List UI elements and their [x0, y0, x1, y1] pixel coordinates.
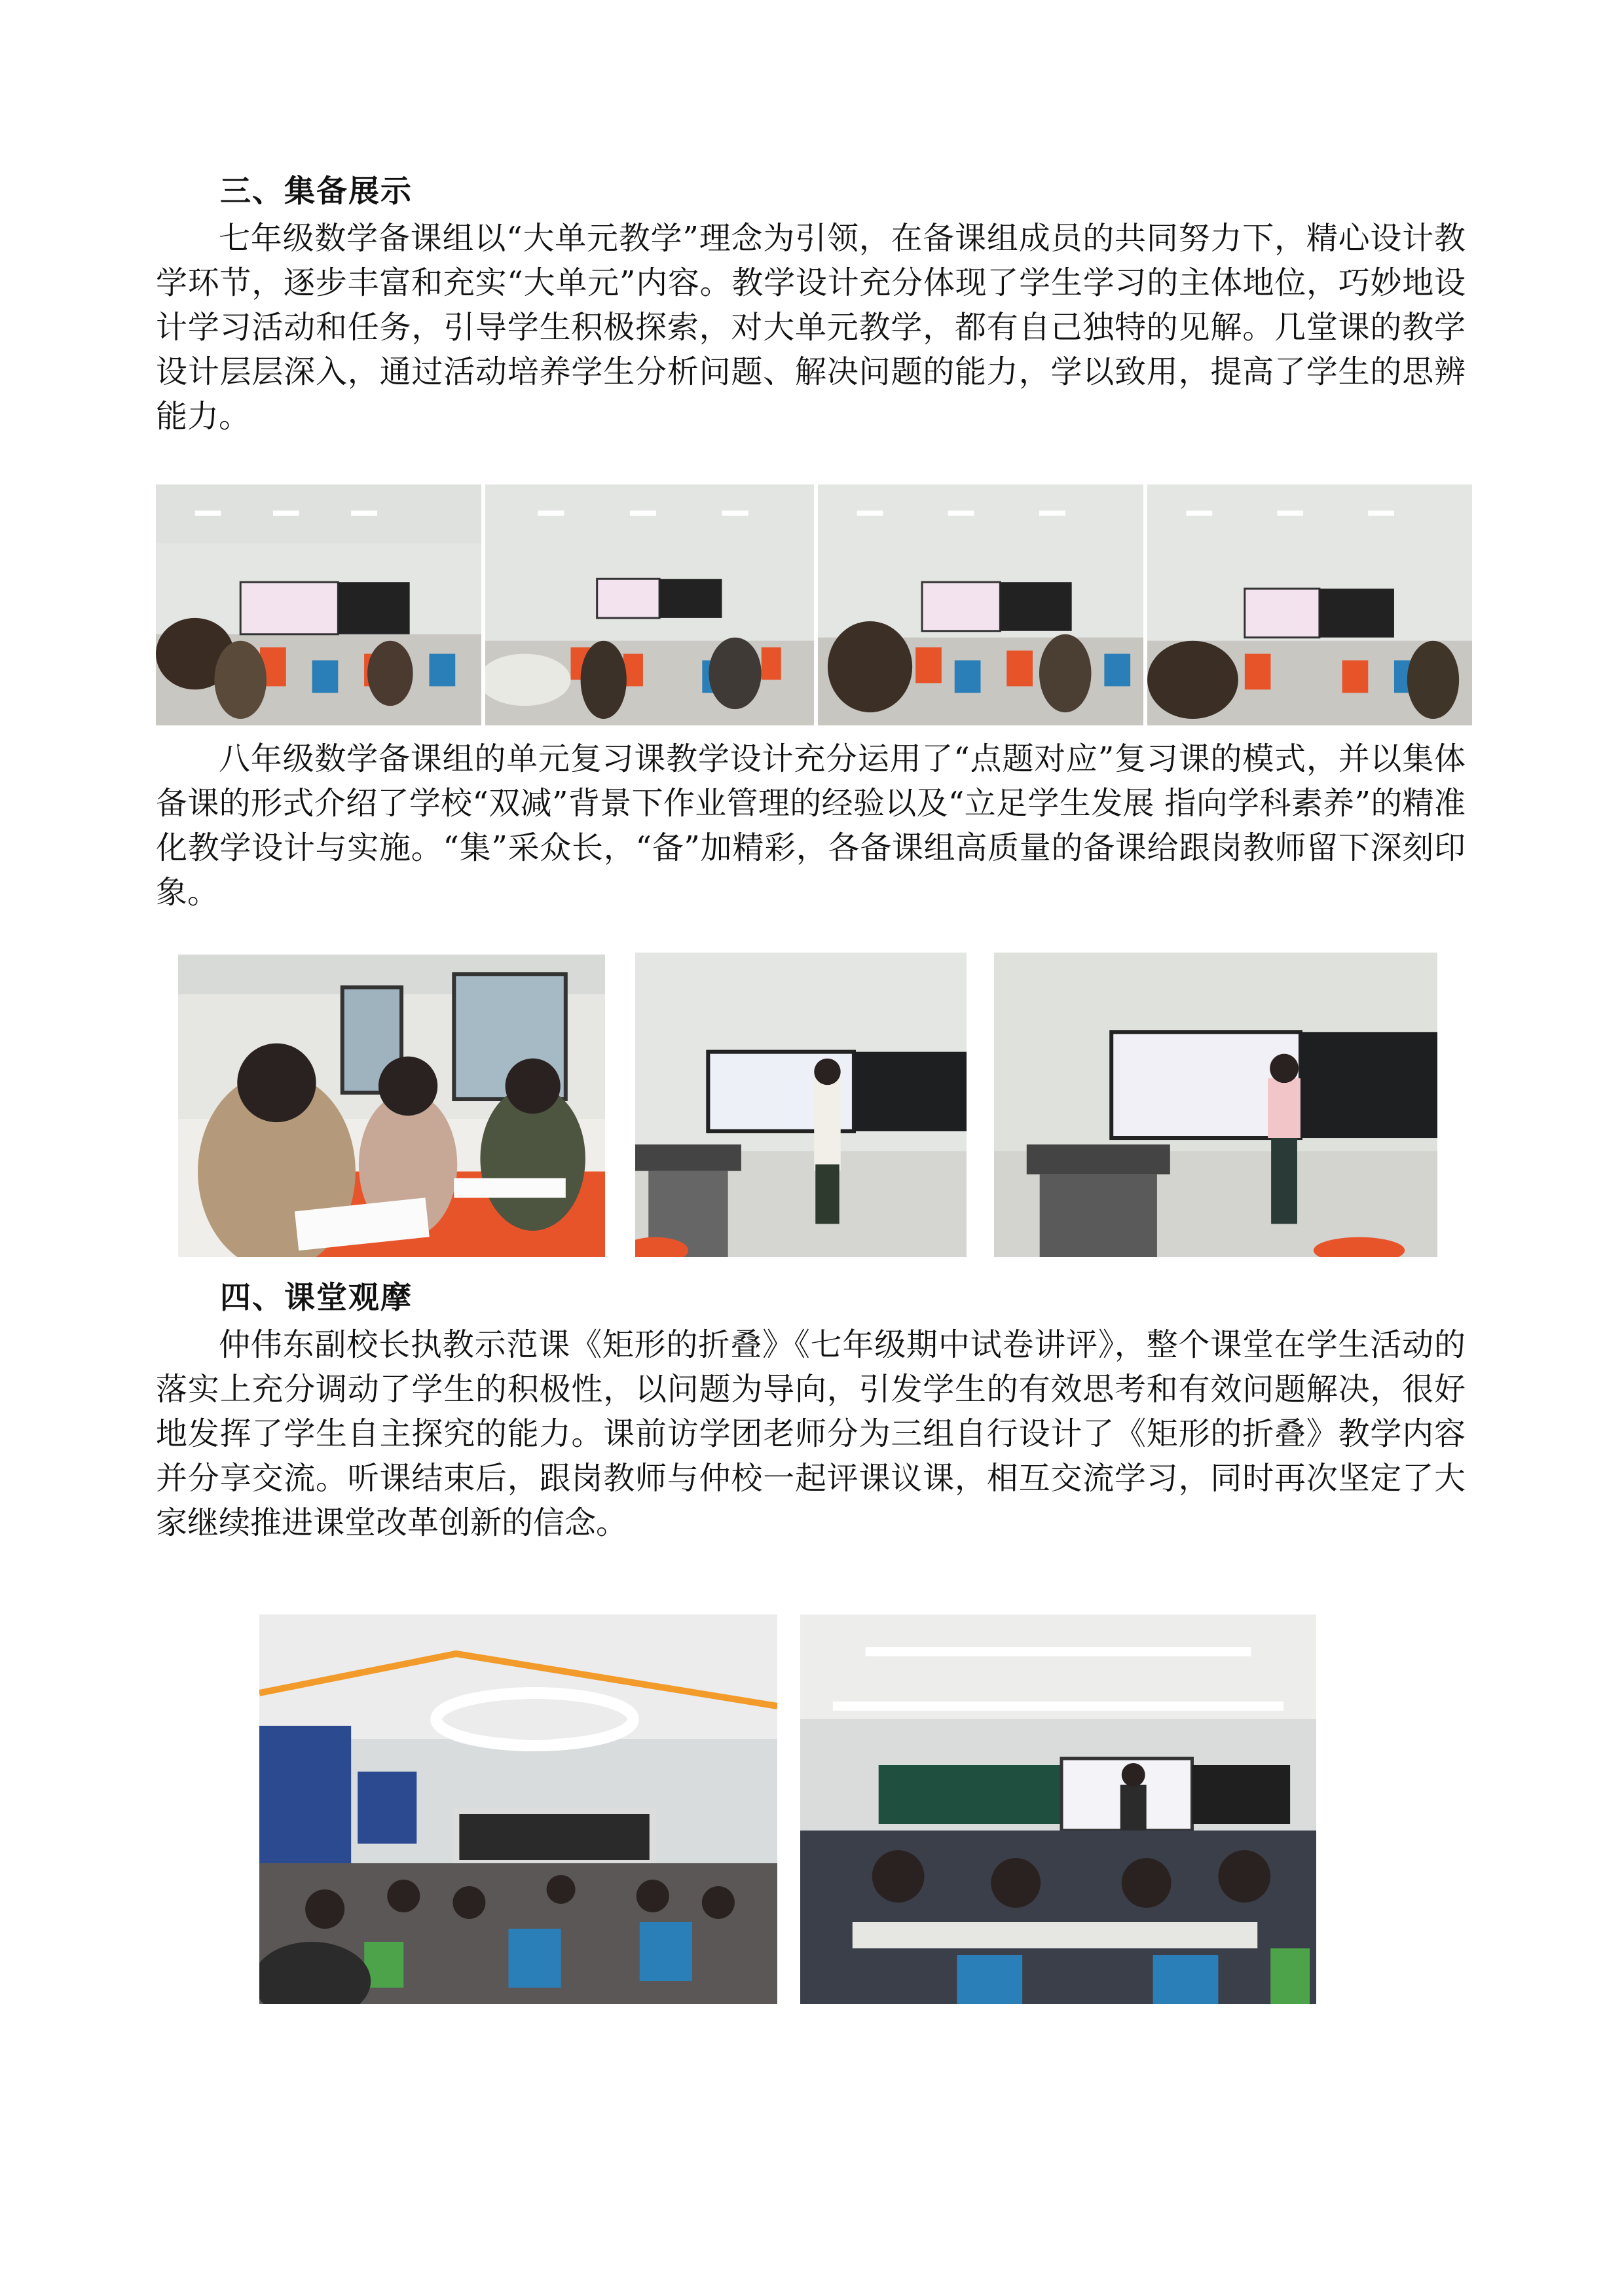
photo-teachers-discussion [178, 955, 605, 1257]
paragraph-grade8: 八年级数学备课组的单元复习课教学设计充分运用了“点题对应”复习课的模式，并以集体备课的形式介绍了学校“双减”背景下作业管理的经验以及“立足学生发展 指向学科素养”的精准化教学设计与实施。“集”采众长，“备”加精彩，各备课组高质量的备课给跟岗教师留下深刻印象。 [156, 740, 1466, 911]
photo-teacher-at-screen-1 [635, 953, 967, 1257]
section-heading-4: 四、课堂观摩 [220, 1280, 413, 1316]
photo-classroom-3 [818, 484, 1143, 725]
section-heading-3: 三、集备展示 [220, 173, 413, 210]
paragraph-demo-lesson: 仲伟东副校长执教示范课《矩形的折叠》《七年级期中试卷讲评》，整个课堂在学生活动的落实上充分调动了学生的积极性，以问题为导向，引发学生的有效思考和有效问题解决，很好地发挥了学生自主探究的能力。课前访学团老师分为三组自行设计了《矩形的折叠》教学内容并分享交流。听课结束后，跟岗教师与仲校一起评课议课，相互交流学习，同时再次坚定了大家继续推进课堂改革创新的信念。 [156, 1326, 1466, 1541]
photo-classroom-2 [485, 484, 814, 725]
paragraph-grade7: 七年级数学备课组以“大单元教学”理念为引领，在备课组成员的共同努力下，精心设计教学环节，逐步丰富和充实“大单元”内容。教学设计充分体现了学生学习的主体地位，巧妙地设计学习活动和任务，引导学生积极探索，对大单元教学，都有自己独特的见解。几堂课的教学设计层层深入，通过活动培养学生分析问题、解决问题的能力，学以致用，提高了学生的思辨能力。 [156, 220, 1466, 435]
photo-large-classroom [259, 1614, 777, 2004]
photo-classroom-1 [156, 484, 481, 725]
photo-teacher-at-screen-2 [994, 953, 1437, 1257]
photo-classroom-4 [1147, 484, 1472, 725]
photo-lecture-with-students [800, 1614, 1316, 2004]
